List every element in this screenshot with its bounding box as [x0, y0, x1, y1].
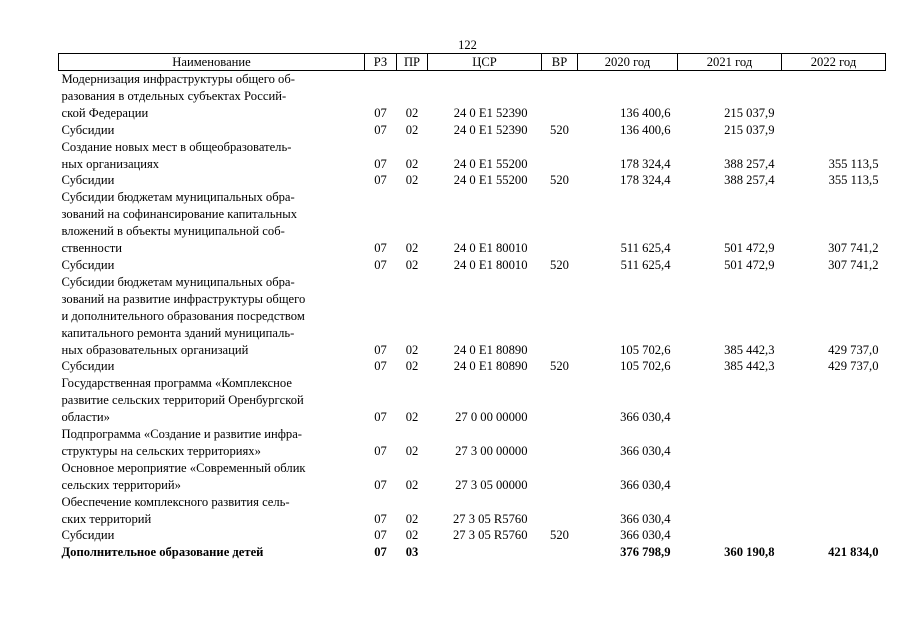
row-rz [365, 223, 397, 240]
header-name: Наименование [59, 54, 365, 71]
row-vr [542, 156, 578, 173]
row-2022 [782, 460, 886, 477]
row-name: Субсидии бюджетам муниципальных обра- [61, 190, 295, 205]
row-2022 [782, 426, 886, 443]
row-2020 [578, 375, 678, 392]
row-name: и дополнительного образования посредством [61, 308, 305, 323]
row-name: ских территорий [61, 511, 152, 526]
row-csr: 27 3 05 R5760 [452, 528, 528, 543]
row-csr [428, 392, 542, 409]
row-2022 [782, 274, 886, 291]
row-vr [542, 325, 578, 342]
row-name: капитального ремонта зданий муниципаль- [61, 325, 295, 340]
row-name: Субсидии [61, 173, 115, 188]
row-2022 [782, 88, 886, 105]
row-name: Субсидии бюджетам муниципальных обра- [61, 274, 295, 289]
header-rz: РЗ [365, 54, 397, 71]
row-rz: 07 [374, 173, 387, 188]
row-rz [365, 206, 397, 223]
row-2022: 307 741,2 [828, 257, 879, 272]
row-vr [542, 206, 578, 223]
row-pr [397, 426, 428, 443]
row-vr [542, 274, 578, 291]
row-2020: 511 625,4 [620, 257, 671, 272]
row-csr: 24 0 E1 80010 [453, 241, 528, 256]
row-rz: 07 [374, 241, 387, 256]
row-2022 [782, 494, 886, 511]
row-2022: 429 737,0 [828, 359, 879, 374]
row-vr [542, 511, 578, 528]
row-csr [428, 544, 542, 561]
row-2022 [782, 206, 886, 223]
row-csr [428, 223, 542, 240]
row-csr: 27 3 05 R5760 [452, 511, 528, 526]
row-pr [397, 375, 428, 392]
row-pr: 02 [405, 105, 419, 120]
row-vr [542, 409, 578, 426]
row-csr [428, 291, 542, 308]
row-rz: 07 [374, 477, 387, 492]
table-row [59, 342, 886, 359]
row-pr: 02 [405, 528, 419, 543]
row-pr [397, 460, 428, 477]
header-pr: ПР [397, 54, 428, 71]
table-row [59, 122, 886, 139]
row-2022 [782, 223, 886, 240]
table-row [59, 71, 886, 88]
row-2020 [578, 88, 678, 105]
row-2020 [578, 494, 678, 511]
row-pr [397, 291, 428, 308]
table-row [59, 511, 886, 528]
row-2021 [678, 477, 782, 494]
row-2022 [782, 291, 886, 308]
row-2020: 366 030,4 [620, 511, 671, 526]
row-name: структуры на сельских территориях» [61, 443, 261, 458]
row-2021 [678, 409, 782, 426]
row-2021 [678, 274, 782, 291]
row-rz: 07 [374, 105, 387, 120]
row-2021 [678, 375, 782, 392]
row-csr: 24 0 E1 55200 [453, 173, 528, 188]
row-csr: 27 3 05 00000 [455, 477, 528, 492]
row-name: ных образовательных организаций [61, 342, 249, 357]
row-csr: 24 0 E1 80890 [453, 359, 528, 374]
table-row [59, 308, 886, 325]
row-csr: 24 0 E1 80010 [453, 257, 528, 272]
page-number: 122 [458, 38, 477, 52]
row-2020: 105 702,6 [620, 359, 671, 374]
row-rz [365, 71, 397, 88]
row-2022 [782, 511, 886, 528]
row-rz [365, 460, 397, 477]
table-row [59, 240, 886, 257]
row-pr: 02 [405, 122, 419, 137]
row-rz [365, 375, 397, 392]
row-2022 [782, 527, 886, 544]
row-pr [397, 494, 428, 511]
row-rz [365, 426, 397, 443]
row-2021: 215 037,9 [724, 122, 775, 137]
row-csr [428, 325, 542, 342]
row-name: зований на развитие инфраструктуры общего [61, 291, 306, 306]
row-pr: 02 [405, 241, 419, 256]
row-vr [542, 392, 578, 409]
row-2021 [678, 291, 782, 308]
row-2022: 421 834,0 [828, 545, 879, 560]
table-row [59, 325, 886, 342]
table-row [59, 139, 886, 156]
row-pr: 02 [405, 477, 419, 492]
table-row [59, 375, 886, 392]
row-vr: 520 [550, 528, 569, 543]
table-row [59, 460, 886, 477]
table-row [59, 189, 886, 206]
row-pr [397, 274, 428, 291]
row-rz [365, 325, 397, 342]
row-vr: 520 [550, 359, 569, 374]
row-2022 [782, 477, 886, 494]
row-2020: 511 625,4 [620, 241, 671, 256]
row-2022 [782, 122, 886, 139]
row-csr [428, 426, 542, 443]
row-name: Субсидии [61, 122, 115, 137]
row-2022 [782, 392, 886, 409]
row-name: Субсидии [61, 257, 115, 272]
table-header-row [59, 54, 886, 71]
row-2020 [578, 274, 678, 291]
row-2021 [678, 426, 782, 443]
table-row [59, 156, 886, 173]
row-2020: 136 400,6 [620, 122, 671, 137]
table-row [59, 223, 886, 240]
row-2021: 215 037,9 [724, 105, 775, 120]
row-vr [542, 375, 578, 392]
row-2021: 385 442,3 [724, 359, 775, 374]
table-row [59, 426, 886, 443]
row-pr: 02 [405, 511, 419, 526]
row-name: Модернизация инфраструктуры общего об- [61, 72, 295, 86]
table-row [59, 494, 886, 511]
row-name: Субсидии [61, 359, 115, 374]
row-name: области» [61, 410, 110, 425]
row-csr [428, 460, 542, 477]
row-name: Дополнительное образование детей [61, 545, 264, 560]
row-2020 [578, 460, 678, 477]
row-vr: 520 [550, 257, 569, 272]
row-2021 [678, 189, 782, 206]
row-pr [397, 223, 428, 240]
row-2022 [782, 443, 886, 460]
row-rz: 07 [374, 122, 387, 137]
row-2022 [782, 308, 886, 325]
row-pr: 02 [405, 257, 419, 272]
row-pr [397, 325, 428, 342]
row-vr: 520 [550, 173, 569, 188]
row-csr: 27 0 00 00000 [455, 410, 528, 425]
row-pr [397, 88, 428, 105]
table-row [59, 88, 886, 105]
row-name: Обеспечение комплексного развития сель- [61, 494, 290, 509]
table-row [59, 527, 886, 544]
row-pr [397, 206, 428, 223]
row-2021 [678, 325, 782, 342]
row-2022: 429 737,0 [828, 342, 879, 357]
row-csr [428, 494, 542, 511]
table-row [59, 477, 886, 494]
row-2020: 366 030,4 [620, 410, 671, 425]
row-pr: 02 [405, 410, 419, 425]
header-2021: 2021 год [678, 54, 782, 71]
row-csr: 24 0 E1 80890 [453, 342, 528, 357]
row-2021: 360 190,8 [724, 545, 775, 560]
row-name: Подпрограмма «Создание и развитие инфра- [61, 427, 303, 442]
row-csr [428, 189, 542, 206]
row-2021: 388 257,4 [724, 156, 775, 171]
row-rz [365, 494, 397, 511]
row-2021 [678, 88, 782, 105]
table-row [59, 257, 886, 274]
row-vr [542, 88, 578, 105]
row-vr [542, 291, 578, 308]
row-2021: 501 472,9 [724, 241, 775, 256]
row-rz [365, 392, 397, 409]
table-row [59, 443, 886, 460]
row-2022 [782, 139, 886, 156]
row-rz [365, 291, 397, 308]
row-rz [365, 308, 397, 325]
row-name: ных организациях [61, 156, 160, 171]
row-vr [542, 189, 578, 206]
row-csr: 27 3 00 00000 [455, 443, 528, 458]
row-rz: 07 [374, 257, 387, 272]
row-2021 [678, 460, 782, 477]
row-rz [365, 189, 397, 206]
header-vr: ВР [542, 54, 578, 71]
table-row [59, 544, 886, 561]
row-rz: 07 [374, 342, 387, 357]
row-csr: 24 0 E1 52390 [453, 105, 528, 120]
table-row [59, 206, 886, 223]
row-2021 [678, 139, 782, 156]
table-row [59, 392, 886, 409]
row-2020 [578, 325, 678, 342]
row-name: развитие сельских территорий Оренбургской [61, 393, 304, 408]
row-2020: 366 030,4 [620, 443, 671, 458]
row-rz: 07 [374, 528, 387, 543]
row-csr [428, 71, 542, 88]
row-vr [542, 71, 578, 88]
row-2022: 355 113,5 [828, 156, 879, 171]
row-vr [542, 460, 578, 477]
row-csr [428, 139, 542, 156]
row-vr [542, 477, 578, 494]
table-row [59, 105, 886, 122]
row-pr: 02 [405, 359, 419, 374]
row-2022 [782, 375, 886, 392]
row-rz: 07 [374, 359, 387, 374]
row-csr [428, 274, 542, 291]
row-vr [542, 308, 578, 325]
row-2021 [678, 206, 782, 223]
row-name: ственности [61, 241, 122, 256]
row-csr [428, 308, 542, 325]
row-rz: 07 [374, 410, 387, 425]
row-2021 [678, 71, 782, 88]
table-row [59, 358, 886, 375]
row-2020: 376 798,9 [620, 545, 671, 560]
row-name: вложений в объекты муниципальной соб- [61, 224, 285, 239]
row-2022 [782, 71, 886, 88]
row-name: Основное мероприятие «Современный облик [61, 460, 306, 475]
row-2020 [578, 308, 678, 325]
row-2021 [678, 392, 782, 409]
row-rz [365, 139, 397, 156]
row-2020: 178 324,4 [620, 156, 671, 171]
row-2021: 501 472,9 [724, 257, 775, 272]
row-pr [397, 308, 428, 325]
row-csr [428, 88, 542, 105]
row-2020 [578, 189, 678, 206]
row-2020: 366 030,4 [620, 477, 671, 492]
row-pr: 02 [405, 342, 419, 357]
row-2020 [578, 392, 678, 409]
row-2021 [678, 443, 782, 460]
row-pr [397, 71, 428, 88]
row-vr [542, 494, 578, 511]
row-2022: 355 113,5 [828, 173, 879, 188]
row-pr [397, 392, 428, 409]
row-2022 [782, 105, 886, 122]
row-pr: 03 [405, 545, 419, 560]
header-2022: 2022 год [782, 54, 886, 71]
row-name: Создание новых мест в общеобразователь- [61, 139, 292, 154]
row-csr [428, 206, 542, 223]
row-name: разования в отдельных субъектах Россий- [61, 88, 287, 103]
row-2020 [578, 71, 678, 88]
row-pr: 02 [405, 156, 419, 171]
row-vr [542, 139, 578, 156]
table-row [59, 291, 886, 308]
row-2021 [678, 494, 782, 511]
table-row [59, 409, 886, 426]
row-rz: 07 [374, 545, 387, 560]
row-rz [365, 88, 397, 105]
row-name: сельских территорий» [61, 477, 181, 492]
row-csr: 24 0 E1 55200 [453, 156, 528, 171]
row-2021: 388 257,4 [724, 173, 775, 188]
row-name: зований на софинансирование капитальных [61, 207, 297, 222]
table-row [59, 274, 886, 291]
row-2020: 178 324,4 [620, 173, 671, 188]
row-2020: 105 702,6 [620, 342, 671, 357]
row-2022 [782, 325, 886, 342]
row-vr [542, 443, 578, 460]
row-2021 [678, 527, 782, 544]
row-csr: 24 0 E1 52390 [453, 122, 528, 137]
row-rz: 07 [374, 156, 387, 171]
row-2020 [578, 139, 678, 156]
row-2021 [678, 308, 782, 325]
header-2020: 2020 год [578, 54, 678, 71]
row-pr [397, 139, 428, 156]
budget-table [58, 53, 886, 561]
row-vr [542, 223, 578, 240]
row-2020: 136 400,6 [620, 105, 671, 120]
row-2022 [782, 409, 886, 426]
header-csr: ЦСР [428, 54, 542, 71]
row-name: ской Федерации [61, 105, 149, 120]
row-2020 [578, 291, 678, 308]
row-vr [542, 342, 578, 359]
row-vr [542, 426, 578, 443]
row-pr: 02 [405, 173, 419, 188]
row-2020 [578, 426, 678, 443]
row-pr [397, 189, 428, 206]
row-2022 [782, 189, 886, 206]
row-2020 [578, 206, 678, 223]
table-row [59, 172, 886, 189]
table-body [59, 71, 886, 562]
row-2020 [578, 223, 678, 240]
row-name: Субсидии [61, 528, 115, 543]
row-rz: 07 [374, 443, 387, 458]
row-vr [542, 544, 578, 561]
row-2021 [678, 511, 782, 528]
row-csr [428, 375, 542, 392]
row-2022: 307 741,2 [828, 241, 879, 256]
row-name: Государственная программа «Комплексное [61, 376, 292, 391]
row-2020: 366 030,4 [620, 528, 671, 543]
row-rz [365, 274, 397, 291]
row-2021 [678, 223, 782, 240]
row-vr [542, 240, 578, 257]
row-rz: 07 [374, 511, 387, 526]
row-pr: 02 [405, 443, 419, 458]
row-2021: 385 442,3 [724, 342, 775, 357]
row-vr [542, 105, 578, 122]
row-vr: 520 [550, 122, 569, 137]
